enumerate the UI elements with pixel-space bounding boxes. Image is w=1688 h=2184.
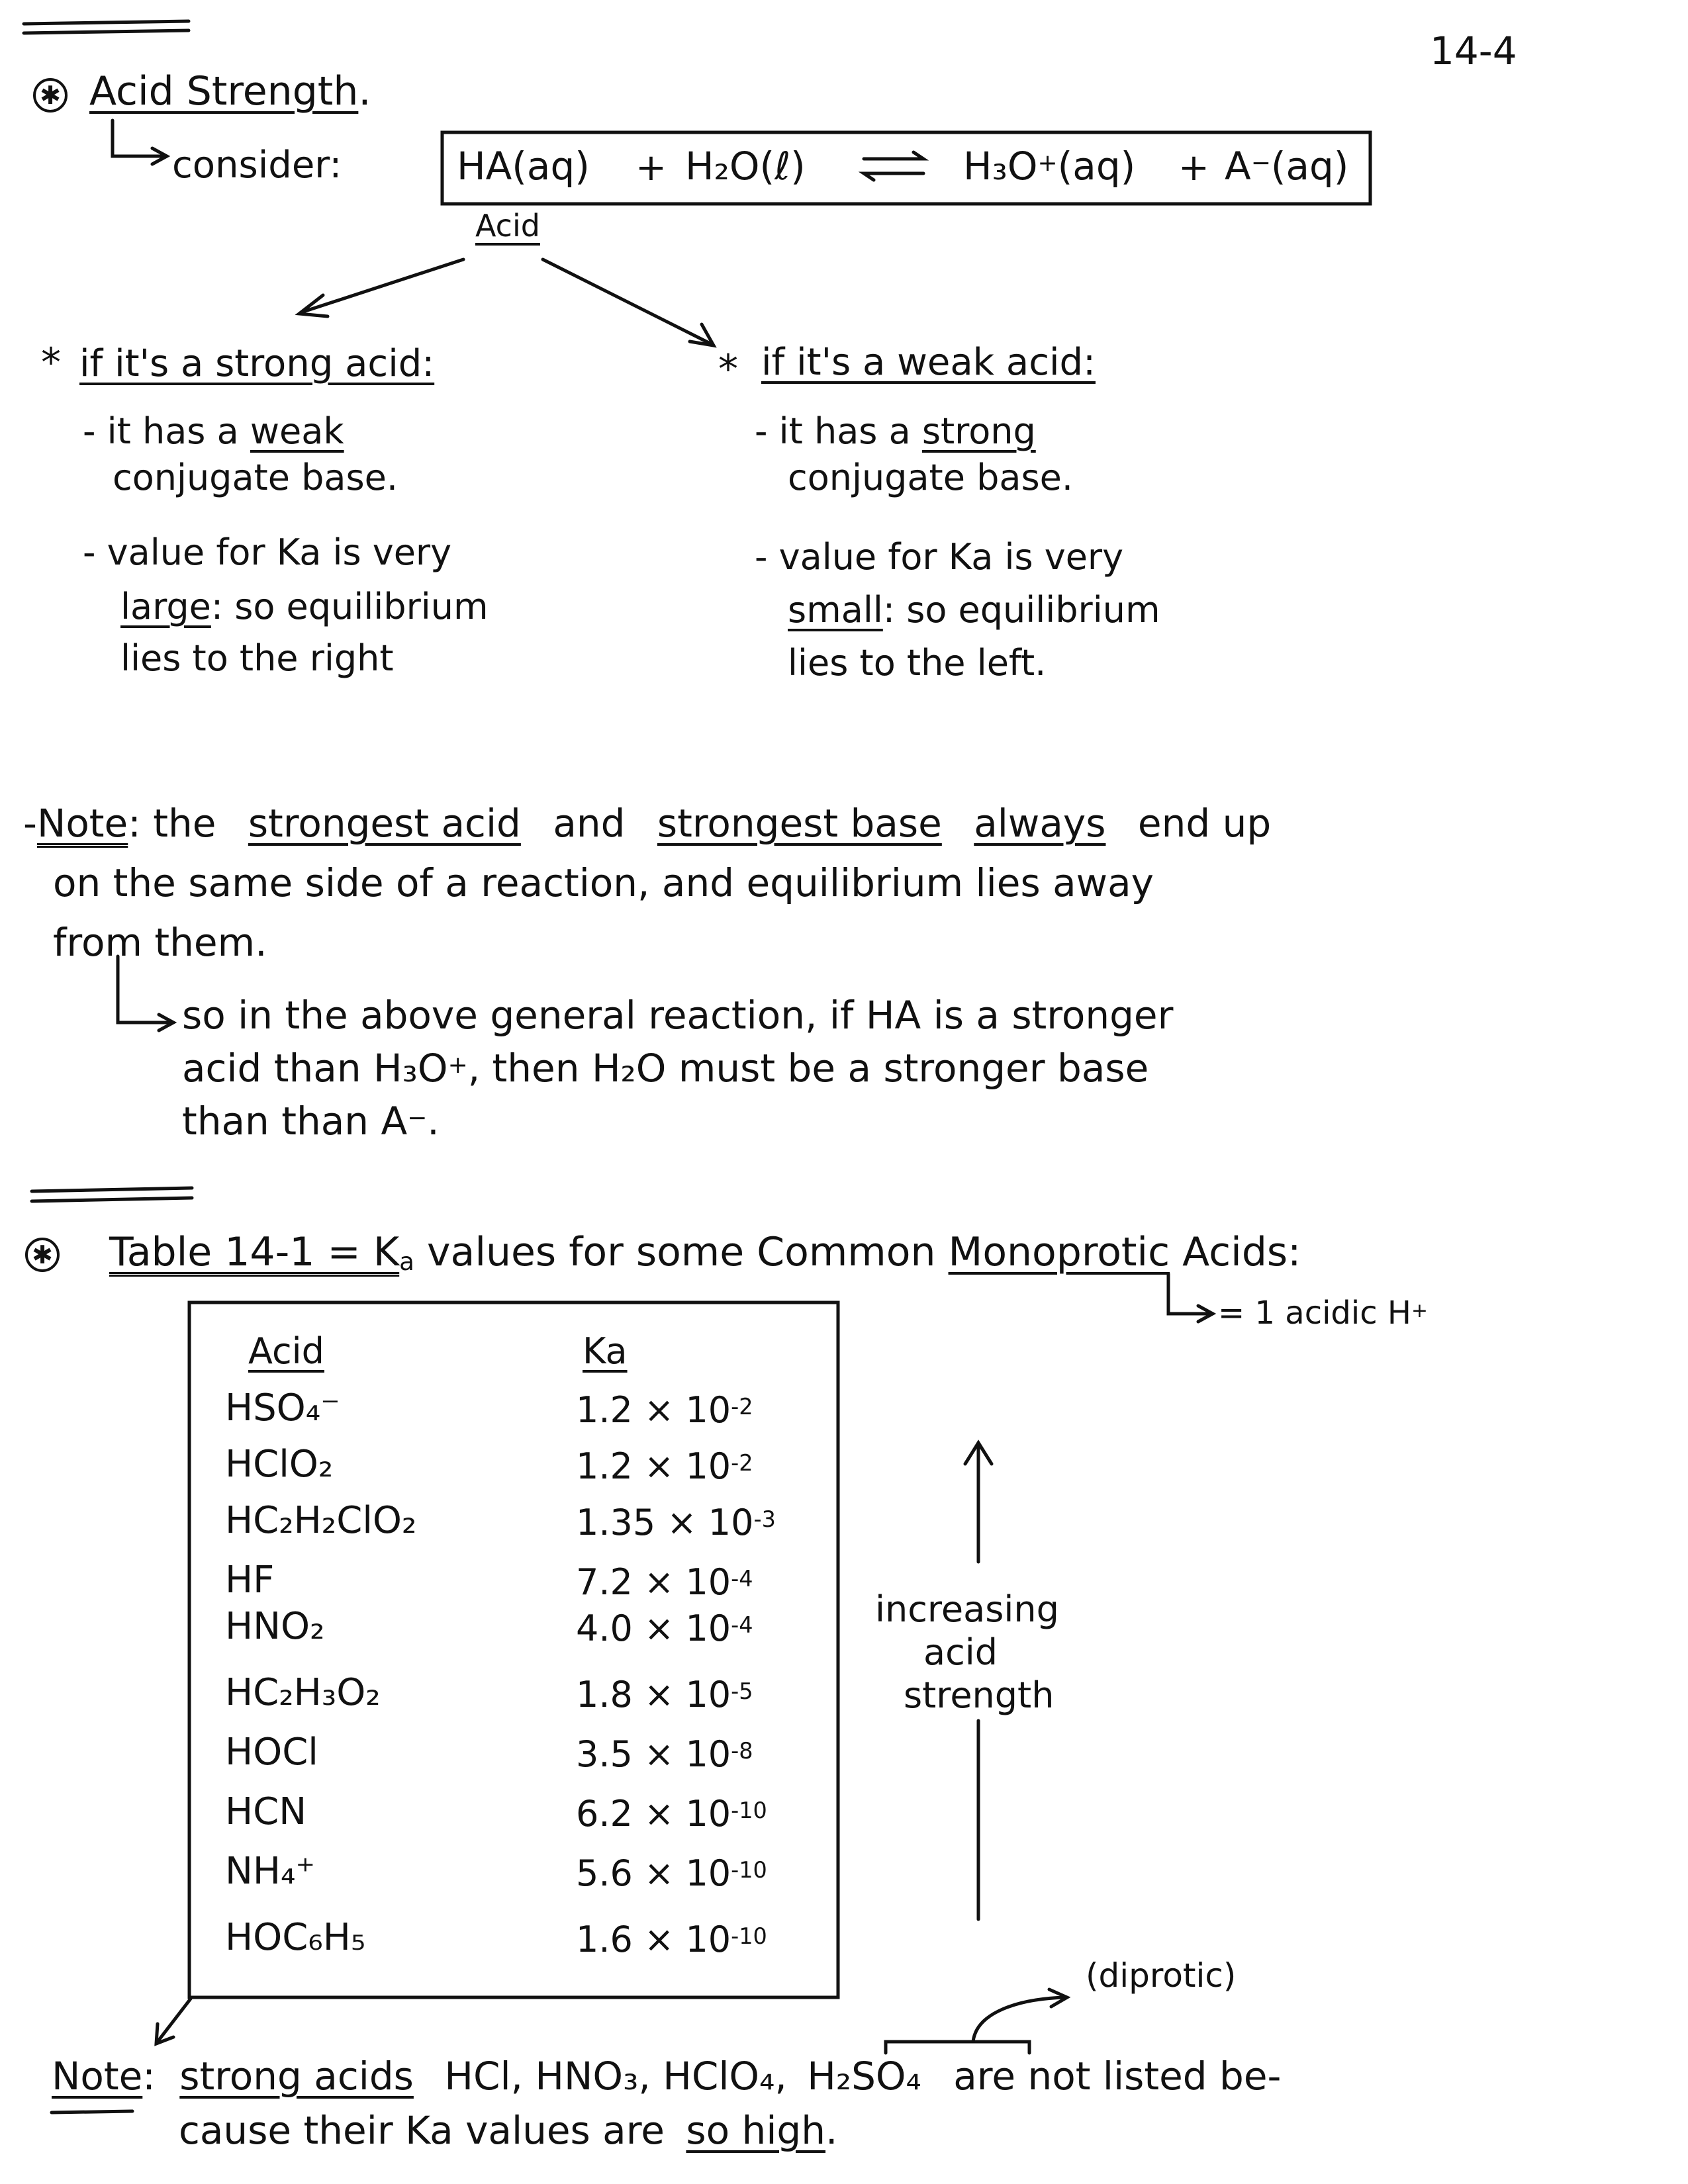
note1-sub-line1: so in the above general reaction, if HA is a stronger <box>182 993 1174 1038</box>
col-header-acid: Acid <box>248 1330 324 1372</box>
page-number: 14-4 <box>1430 28 1517 73</box>
note2-line1: Note: strong acids HCl, HNO₃, HClO₄, H₂SO₄ are not listed be- <box>52 2054 1282 2099</box>
section-title-acid-strength: Acid Strength. <box>89 68 371 114</box>
strong-p2-line3: lies to the right <box>120 637 394 679</box>
eq-reactant-ha: HA(aq) <box>457 144 590 189</box>
eq-product-conjugate-base: A−(aq) <box>1225 144 1349 189</box>
note1-line2: on the same side of a reaction, and equilibrium lies away <box>53 860 1154 905</box>
weak-p1-line2: conjugate base. <box>788 457 1073 498</box>
strong-acid-heading: if it's a strong acid: <box>79 342 435 385</box>
table-cell-ka: $4.0 \times 10^{-4}$ <box>576 1608 753 1649</box>
note1-sub-line3: than than A−. <box>182 1099 440 1144</box>
acid-label: Acid <box>475 208 540 244</box>
weak-p2-line3: lies to the left. <box>788 642 1047 684</box>
diprotic-label: (diprotic) <box>1086 1956 1237 1995</box>
eq-plus-2: + <box>1178 146 1209 189</box>
table-cell-acid: HC₂H₃O₂ <box>225 1671 381 1714</box>
note-hook-arrow <box>118 956 171 1023</box>
consider-label: consider: <box>172 144 342 187</box>
strong-acid-bullet: * <box>41 340 61 386</box>
table-cell-acid: HNO₂ <box>225 1605 325 1648</box>
weak-acid-bullet: * <box>718 346 738 392</box>
table-cell-acid: HOC₆H₅ <box>225 1916 366 1959</box>
table-cell-ka: $3.5 \times 10^{-8}$ <box>576 1733 753 1775</box>
table-cell-acid: HC₂H₂ClO₂ <box>225 1499 417 1542</box>
weak-p1-line1: - it has a strong <box>755 410 1036 452</box>
table-cell-ka: $1.2 \times 10^{-2}$ <box>576 1445 753 1487</box>
eq-plus-1: + <box>635 146 667 189</box>
table-cell-acid: HF <box>225 1559 275 1602</box>
table-cell-acid: HSO₄⁻ <box>225 1387 340 1430</box>
middle-double-rule <box>32 1188 192 1191</box>
table-cell-ka: $1.2 \times 10^{-2}$ <box>576 1389 753 1431</box>
increasing-label-1: increasing <box>875 1588 1059 1630</box>
table-cell-acid: HCN <box>225 1790 307 1833</box>
diprotic-arrow <box>973 1997 1066 2042</box>
weak-p2-line1: - value for Ka is very <box>755 536 1124 578</box>
asterisk-circle-icon-2: ✱ <box>25 1238 60 1272</box>
h2so4-bracket <box>886 2042 1029 2053</box>
table-cell-ka: $1.8 \times 10^{-5}$ <box>576 1674 753 1715</box>
table-cell-acid: NH₄⁺ <box>225 1850 316 1893</box>
monoprotic-note: = 1 acidic H+ <box>1218 1295 1428 1332</box>
arrow-to-strong <box>301 259 463 312</box>
col-header-ka: Ka <box>583 1330 628 1372</box>
table-cell-acid: HOCl <box>225 1731 318 1774</box>
strong-p2-line2: large: so equilibrium <box>120 586 489 627</box>
note1-line1: -Note: the strongest acid and strongest base always end up <box>23 801 1272 846</box>
increasing-label-3: strength <box>904 1674 1055 1716</box>
weak-acid-heading: if it's a weak acid: <box>761 341 1096 384</box>
table-cell-ka: $6.2 \times 10^{-10}$ <box>576 1793 767 1835</box>
strong-p1-line1: - it has a weak <box>83 410 344 452</box>
equilibrium-arrow-icon <box>864 152 923 159</box>
table-title: Table $14-1 = K_a$ values for some Common Monoprotic Acids: <box>109 1229 1301 1276</box>
increasing-label-2: acid <box>923 1631 998 1673</box>
arrow-to-weak <box>543 259 712 344</box>
asterisk-circle-icon: ✱ <box>33 78 68 113</box>
note1-line3: from them. <box>53 920 267 965</box>
top-double-rule <box>24 21 189 24</box>
note2-underline-second <box>52 2111 132 2113</box>
table-cell-ka: $1.6 \times 10^{-10}$ <box>576 1919 767 1960</box>
arrow-to-note <box>158 1999 191 2042</box>
weak-p2-line2: small: so equilibrium <box>788 589 1160 631</box>
table-cell-ka: $7.2 \times 10^{-4}$ <box>576 1561 753 1603</box>
note2-line2: cause their Ka values are so high. <box>179 2108 838 2153</box>
table-cell-ka: $1.35 \times 10^{-3}$ <box>576 1502 776 1543</box>
strong-p2-line1: - value for Ka is very <box>83 531 452 573</box>
table-cell-ka: $5.6 \times 10^{-10}$ <box>576 1852 767 1894</box>
strong-p1-line2: conjugate base. <box>113 457 398 498</box>
eq-reactant-water: H₂O(ℓ) <box>685 144 806 189</box>
table-cell-acid: HClO₂ <box>225 1443 334 1486</box>
note1-sub-line2: acid than H₃O+, then H₂O must be a stronger base <box>182 1046 1149 1091</box>
eq-product-hydronium: H₃O+(aq) <box>963 144 1136 189</box>
